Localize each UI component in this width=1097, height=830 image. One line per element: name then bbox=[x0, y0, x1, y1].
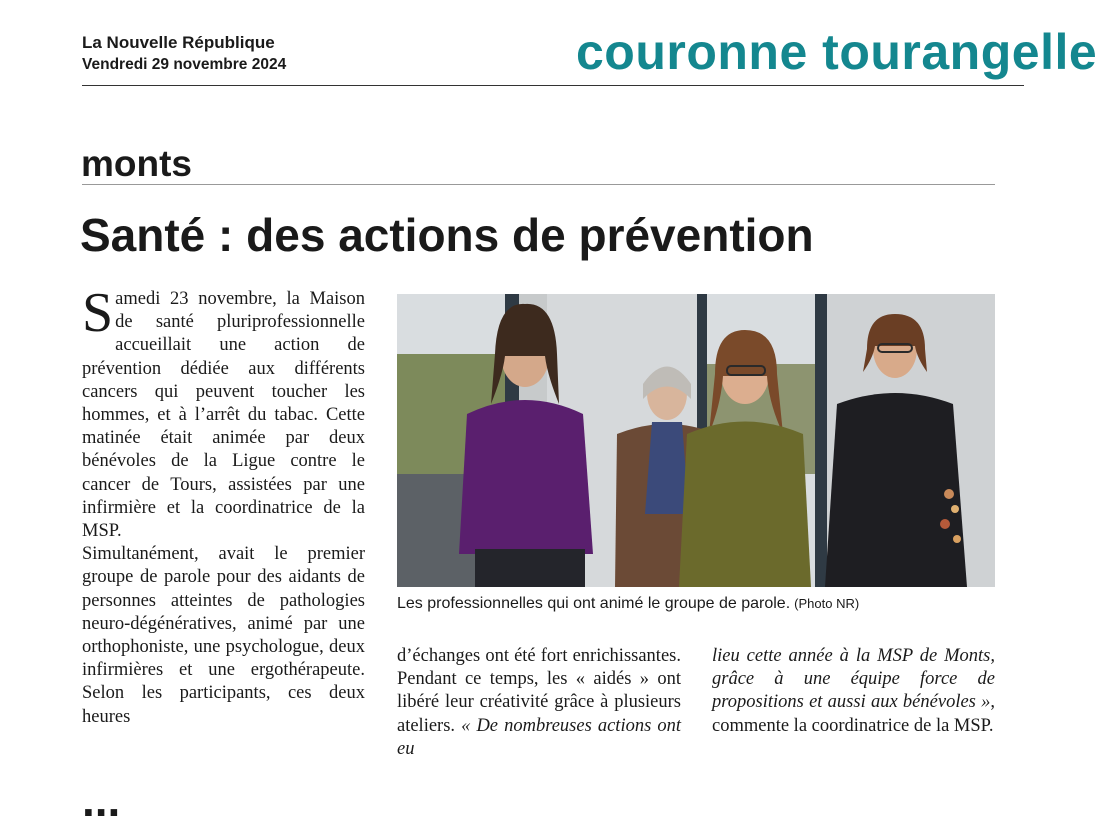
article-column-1 bbox=[82, 282, 365, 763]
column-2-text bbox=[397, 645, 681, 761]
photo-credit: (Photo NR) bbox=[794, 596, 860, 611]
column-3-text bbox=[712, 645, 995, 738]
article-column-2 bbox=[397, 645, 681, 761]
column-3-body: , commente la coordinatrice de la MSP. bbox=[712, 692, 995, 736]
locality-kicker: monts bbox=[81, 143, 192, 184]
masthead-divider bbox=[82, 85, 1024, 86]
next-article-headline-fragment: ... bbox=[82, 774, 121, 826]
photo-illustration bbox=[397, 294, 995, 587]
quote-start: « De nombreuses actions ont eu bbox=[397, 715, 681, 759]
article-paragraph-2: Simultanément, avait le premier groupe de parole pour des aidants de personnes atteintes de pathologies neuro-dégénératives, animé par une orthophoniste, une psychologue, deux infirmières et une ergothérapeute. Selon les participants, ces deux heures bbox=[82, 544, 365, 727]
article-photo bbox=[397, 294, 995, 587]
issue-date: Vendredi 29 novembre 2024 bbox=[82, 56, 287, 73]
article-column-3 bbox=[712, 645, 995, 738]
caption-text: Les professionnelles qui ont animé le groupe de parole. bbox=[397, 595, 791, 612]
lead-text: amedi 23 novembre, la Maison de santé pluriprofessionnelle accueillait une action de prévention dédiée aux différents cancers qui peuvent toucher les hommes, et à l’arrêt du tabac. Cette matinée était animée par deux bénévoles de la Ligue contre le cancer de Tours, assistées par une infirmière et la coordinatrice de la MSP. bbox=[82, 289, 365, 542]
locality-divider bbox=[82, 184, 995, 185]
article-paragraph-1 bbox=[82, 282, 365, 543]
newspaper-name: La Nouvelle République bbox=[82, 33, 275, 52]
section-title: couronne tourangelle bbox=[576, 24, 1097, 80]
drop-cap: S bbox=[82, 282, 114, 344]
article-headline: Santé : des actions de prévention bbox=[80, 209, 814, 261]
photo-caption bbox=[397, 594, 997, 614]
quote-end: lieu cette année à la MSP de Monts, grâce à une équipe force de propositions et aussi aux bénévoles » bbox=[712, 646, 995, 713]
column-2-body: d’échanges ont été fort enrichissantes. Pendant ce temps, les « aidés » ont libéré leur créativité grâce à plusieurs ateliers. bbox=[397, 646, 681, 736]
